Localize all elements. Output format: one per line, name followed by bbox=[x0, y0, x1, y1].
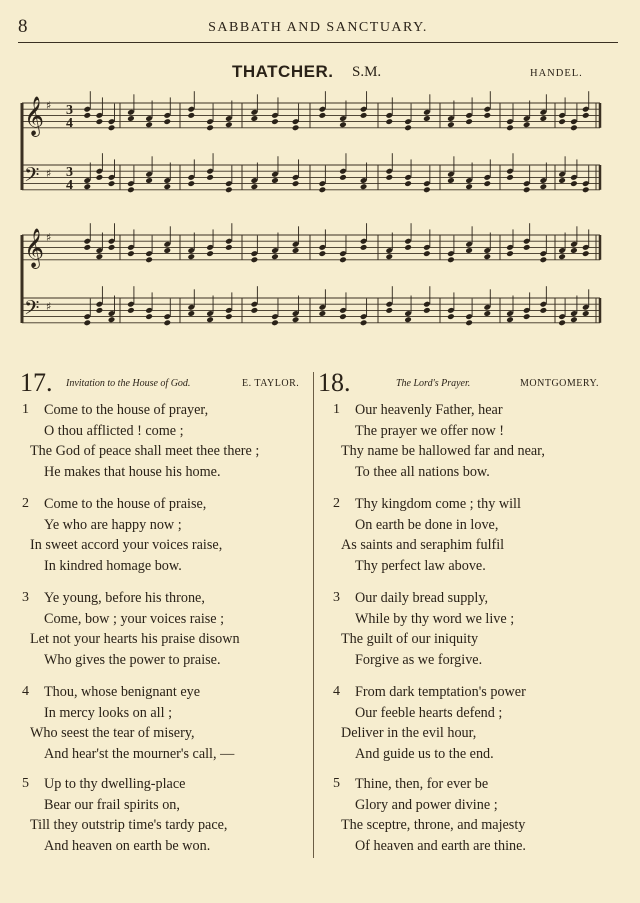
hymn-line: In mercy looks on all ; bbox=[44, 704, 173, 721]
hymn-line: From dark temptation's power bbox=[355, 684, 526, 700]
hymn-line: Of heaven and earth are thine. bbox=[355, 837, 526, 854]
clefs bbox=[24, 96, 51, 324]
hymn-line: Till they outstrip time's tardy pace, bbox=[30, 817, 228, 833]
notes bbox=[83, 91, 589, 326]
hymn-line: Come to the house of prayer, bbox=[44, 402, 209, 418]
hymn-line: The God of peace shall meet thee there ; bbox=[30, 443, 260, 459]
svg-text:♯: ♯ bbox=[46, 99, 52, 112]
hymn-line: Our heavenly Father, hear bbox=[355, 402, 503, 418]
hymn-line: Let not your hearts his praise disown bbox=[30, 631, 240, 647]
svg-text:♯: ♯ bbox=[46, 167, 52, 181]
hymn-line: Forgive as we forgive. bbox=[355, 651, 483, 668]
stanza-number: 2 bbox=[22, 496, 29, 511]
hymn-line: Come to the house of praise, bbox=[44, 496, 207, 512]
page-number: 8 bbox=[18, 16, 28, 37]
hymn-line: Thine, then, for ever be bbox=[355, 776, 489, 792]
stanza-number: 3 bbox=[333, 590, 340, 605]
hymn-line: And heaven on earth be won. bbox=[44, 837, 211, 854]
hymn-line: Bear our frail spirits on, bbox=[44, 796, 180, 813]
stanza-number: 4 bbox=[333, 684, 340, 699]
svg-text:𝄢: 𝄢 bbox=[24, 163, 40, 191]
svg-text:𝄞: 𝄞 bbox=[24, 96, 45, 136]
svg-text:♯: ♯ bbox=[46, 300, 52, 314]
hymn-line: He makes that house his home. bbox=[44, 463, 221, 480]
hymn-line: Deliver in the evil hour, bbox=[341, 725, 477, 741]
stanza-number: 3 bbox=[22, 590, 29, 605]
running-title: SABBATH AND SANCTUARY. bbox=[208, 20, 428, 35]
column-divider bbox=[313, 372, 314, 858]
hymn-line: Ye who are happy now ; bbox=[44, 516, 182, 533]
svg-text:𝄢: 𝄢 bbox=[24, 296, 40, 324]
hymn-author: E. TAYLOR. bbox=[242, 378, 300, 389]
hymn-line: To thee all nations bow. bbox=[355, 463, 490, 480]
svg-text:4: 4 bbox=[66, 178, 73, 193]
tune-title: THATCHER. bbox=[232, 62, 334, 81]
barlines bbox=[22, 103, 600, 323]
hymn-number: 18. bbox=[318, 368, 351, 397]
hymn-line: Thou, whose benignant eye bbox=[44, 684, 201, 700]
stanza-number: 1 bbox=[333, 402, 340, 417]
tune-meter: S.M. bbox=[352, 64, 382, 80]
hymn-line: The guilt of our iniquity bbox=[341, 631, 479, 647]
page-header bbox=[18, 14, 618, 40]
hymn-line: And hear'st the mourner's call, — bbox=[44, 745, 235, 762]
hymn-line: Who seest the tear of misery, bbox=[30, 725, 195, 741]
hymn-line: And guide us to the end. bbox=[355, 745, 494, 762]
hymn-line: Our feeble hearts defend ; bbox=[355, 704, 503, 721]
hymn-number: 17. bbox=[20, 368, 53, 397]
hymn-line: On earth be done in love, bbox=[355, 516, 499, 533]
stanza-number: 2 bbox=[333, 496, 340, 511]
hymn-line: Who gives the power to praise. bbox=[44, 651, 221, 668]
hymn-line: O thou afflicted ! come ; bbox=[44, 422, 184, 439]
svg-text:3: 3 bbox=[66, 165, 73, 180]
hymn-line: Thy perfect law above. bbox=[355, 557, 486, 574]
svg-text:4: 4 bbox=[66, 116, 73, 131]
hymn-line: In sweet accord your voices raise, bbox=[30, 537, 223, 553]
hymn-author: MONTGOMERY. bbox=[520, 378, 599, 389]
header-rule bbox=[18, 42, 618, 43]
stanza-number: 5 bbox=[333, 776, 340, 791]
svg-text:3: 3 bbox=[66, 103, 73, 118]
stanza-number: 1 bbox=[22, 402, 29, 417]
hymn-line: Thy kingdom come ; thy will bbox=[355, 496, 521, 512]
svg-text:♯: ♯ bbox=[46, 231, 52, 244]
hymn-line: Up to thy dwelling-place bbox=[44, 776, 186, 792]
hymn-line: In kindred homage bow. bbox=[44, 557, 182, 574]
hymn-line: The sceptre, throne, and majesty bbox=[341, 817, 526, 833]
tune-composer: HANDEL. bbox=[530, 68, 583, 79]
hymn-line: The prayer we offer now ! bbox=[355, 422, 505, 439]
hymn-line: As saints and seraphim fulfil bbox=[341, 537, 505, 553]
hymn-line: While by thy word we live ; bbox=[355, 610, 515, 627]
hymn-line: Ye young, before his throne, bbox=[44, 590, 205, 606]
stanza-number: 4 bbox=[22, 684, 29, 699]
hymn-line: Thy name be hallowed far and near, bbox=[341, 443, 545, 459]
stanza-number: 5 bbox=[22, 776, 29, 791]
hymn-subtitle: Invitation to the House of God. bbox=[66, 378, 191, 389]
hymn-line: Our daily bread supply, bbox=[355, 590, 489, 606]
svg-text:𝄞: 𝄞 bbox=[24, 228, 45, 268]
hymn-line: Come, bow ; your voices raise ; bbox=[44, 610, 225, 627]
time-signatures bbox=[66, 103, 73, 193]
hymn-subtitle: The Lord's Prayer. bbox=[396, 378, 471, 389]
staff-lines bbox=[22, 103, 600, 323]
hymn-line: Glory and power divine ; bbox=[355, 796, 498, 813]
